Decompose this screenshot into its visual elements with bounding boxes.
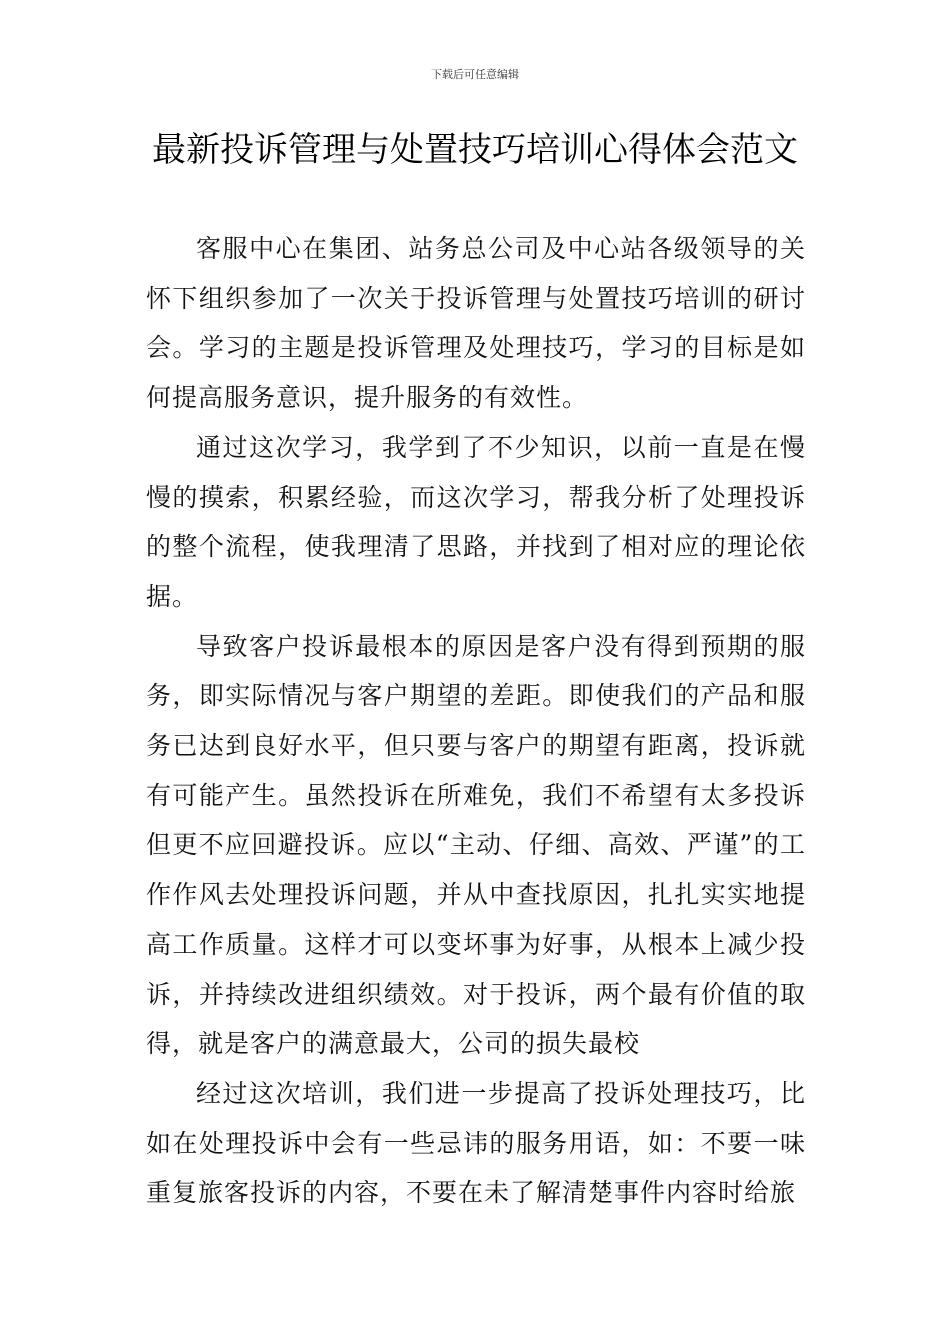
page-header-note: 下载后可任意编辑	[431, 68, 519, 81]
document-title: 最新投诉管理与处置技巧培训心得体会范文	[152, 130, 798, 170]
paragraph: 通过这次学习，我学到了不少知识，以前一直是在慢慢的摸索，积累经验，而这次学习，帮我分析了处理投诉的整个流程，使我理清了思路，并找到了相对应的理论依据。	[146, 432, 806, 611]
paragraph: 经过这次培训，我们进一步提高了投诉处理技巧，比如在处理投诉中会有一些忌讳的服务用语，如：不要一味重复旅客投诉的内容，不要在未了解清楚事件内容时给旅	[146, 1078, 806, 1208]
document-body	[146, 224, 806, 1218]
paragraph: 客服中心在集团、站务总公司及中心站各级领导的关怀下组织参加了一次关于投诉管理与处置技巧培训的研讨会。学习的主题是投诉管理及处理技巧，学习的目标是如何提高服务意识，提升服务的有效性。	[146, 234, 806, 413]
paragraph: 导致客户投诉最根本的原因是客户没有得到预期的服务，即实际情况与客户期望的差距。即使我们的产品和服务已达到良好水平，但只要与客户的期望有距离，投诉就有可能产生。虽然投诉在所难免，我们不希望有太多投诉但更不应回避投诉。应以“主动、仔细、高效、严谨”的工作作风去处理投诉问题，并从中查找原因，扎扎实实地提高工作质量。这样才可以变坏事为好事，从根本上减少投诉，并持续改进组织绩效。对于投诉，两个最有价值的取得，就是客户的满意最大，公司的损失最校	[146, 631, 806, 1059]
